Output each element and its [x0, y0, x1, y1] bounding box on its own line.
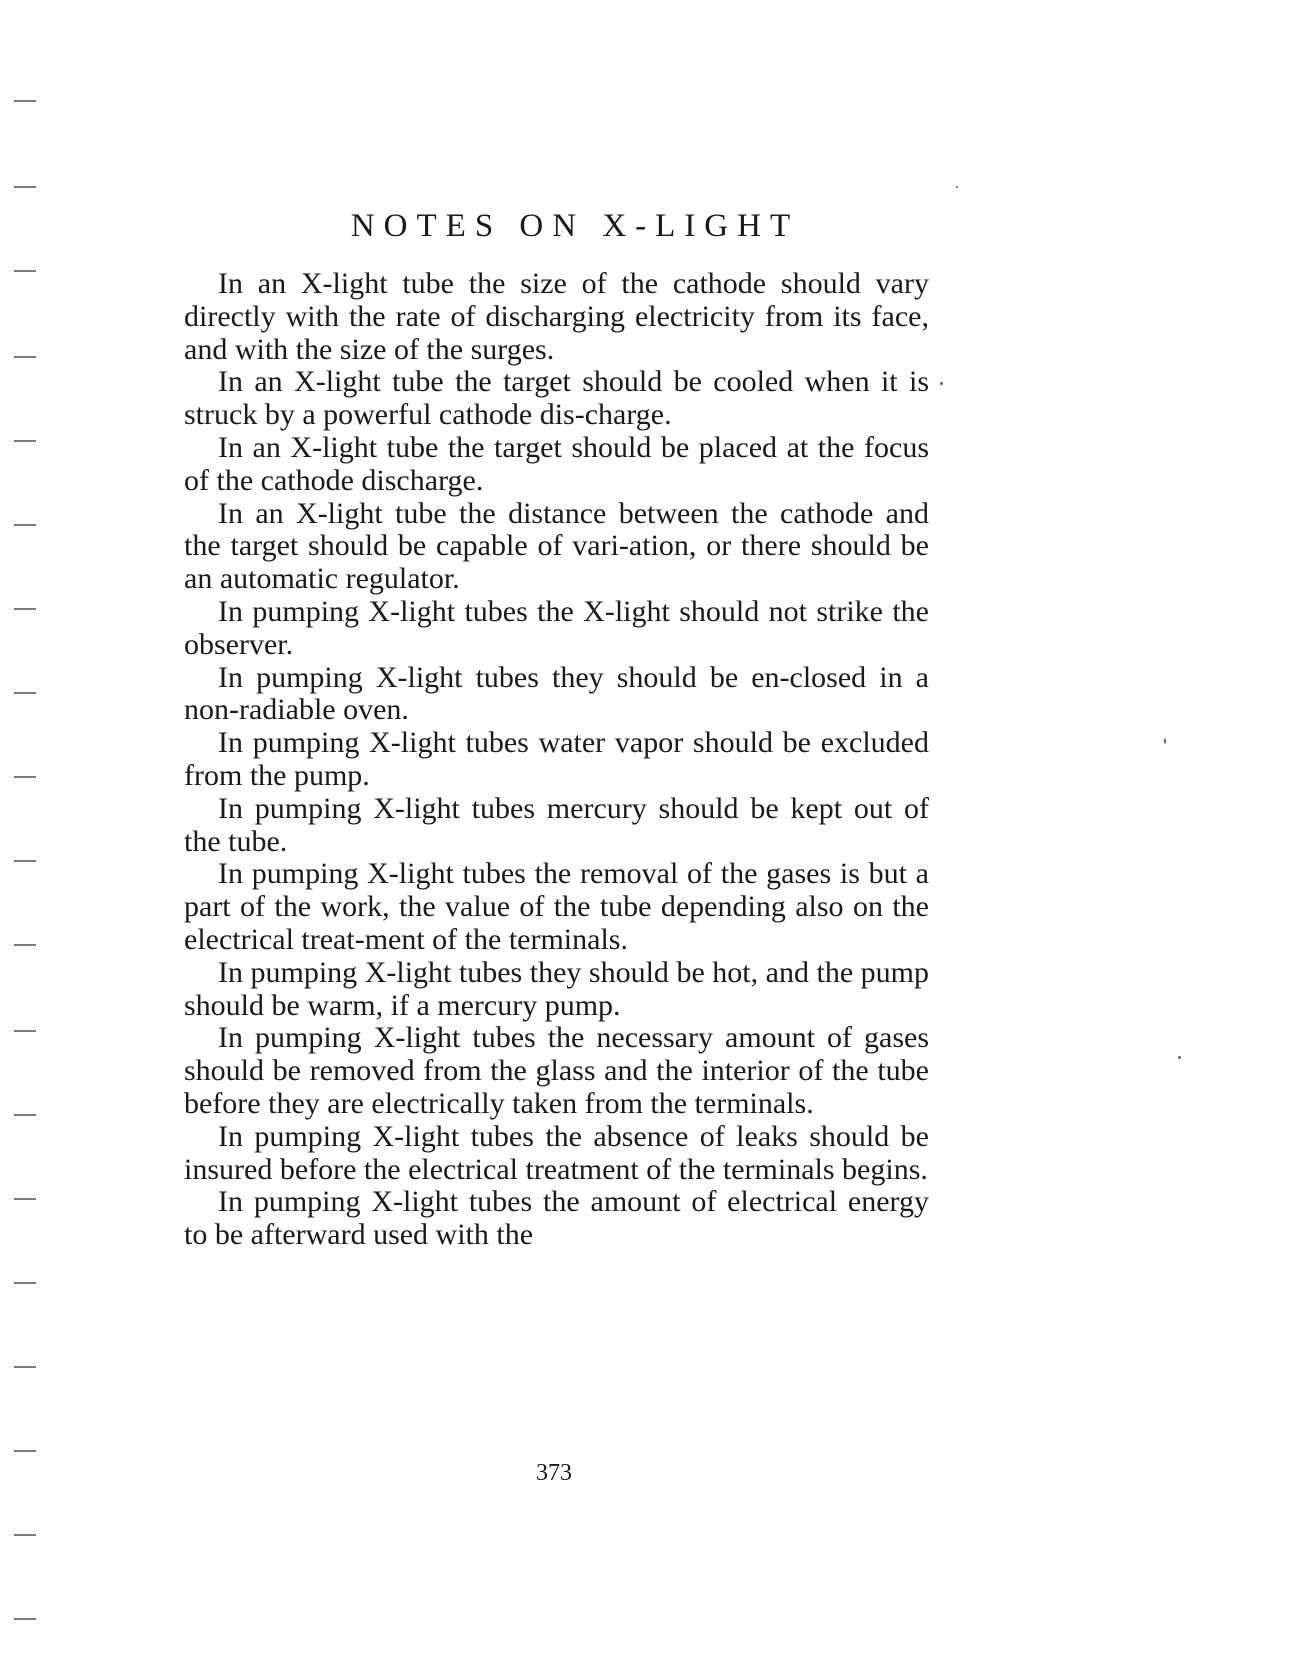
margin-mark	[14, 1534, 36, 1536]
margin-mark	[14, 1618, 36, 1620]
margin-mark	[14, 944, 36, 946]
paper-speck	[940, 382, 943, 385]
paragraph: In pumping X-light tubes the absence of leaks should be insured before the electrical treatment of the terminals begins.	[184, 1119, 929, 1186]
paragraph: In an X-light tube the target should be placed at the focus of the cathode discharge.	[184, 430, 929, 497]
paragraph: In pumping X-light tubes they should be hot, and the pump should be warm, if a mercury pump.	[184, 955, 929, 1022]
margin-mark	[14, 186, 36, 188]
margin-mark	[14, 270, 36, 272]
margin-mark	[14, 1282, 36, 1284]
margin-mark	[14, 1366, 36, 1368]
paper-speck	[1178, 1056, 1181, 1059]
margin-mark	[14, 356, 36, 358]
paragraph: In pumping X-light tubes the X-light should not strike the observer.	[184, 594, 929, 661]
binding-margin-marks	[14, 0, 44, 1661]
margin-mark	[14, 1030, 36, 1032]
margin-mark	[14, 1114, 36, 1116]
margin-mark	[14, 1450, 36, 1452]
margin-mark	[14, 692, 36, 694]
paragraph: In pumping X-light tubes they should be en-closed in a non-radiable oven.	[184, 660, 929, 727]
paper-speck	[1164, 738, 1166, 744]
paper-speck	[956, 186, 958, 188]
paragraph: In pumping X-light tubes the removal of the gases is but a part of the work, the value of the tube depending also on the electrical treat-ment of the terminals.	[184, 857, 929, 956]
paragraph: In pumping X-light tubes the amount of electrical energy to be afterward used with the	[184, 1185, 929, 1252]
paragraph: In an X-light tube the size of the cathode should vary directly with the rate of discharging electricity from its face, and with the size of the surges.	[184, 267, 929, 366]
margin-mark	[14, 1198, 36, 1200]
paragraph: In an X-light tube the target should be cooled when it is struck by a powerful cathode dis-charge.	[184, 365, 929, 432]
margin-mark	[14, 776, 36, 778]
paragraph: In pumping X-light tubes water vapor should be excluded from the pump.	[184, 726, 929, 792]
paragraph: In pumping X-light tubes mercury should be kept out of the tube.	[184, 791, 929, 858]
page-number: 373	[536, 1460, 572, 1486]
paragraph: In an X-light tube the distance between the cathode and the target should be capable of vari-ation, or there should be an automatic regulator.	[184, 496, 929, 596]
margin-mark	[14, 440, 36, 442]
paragraph: In pumping X-light tubes the necessary amount of gases should be removed from the glass and the interior of the tube before they are electrically taken from the terminals.	[184, 1021, 929, 1120]
margin-mark	[14, 608, 36, 610]
body-text	[184, 268, 929, 1252]
chapter-heading: NOTES ON X-LIGHT	[350, 208, 800, 244]
margin-mark	[14, 524, 36, 526]
margin-mark	[14, 100, 36, 102]
margin-mark	[14, 860, 36, 862]
